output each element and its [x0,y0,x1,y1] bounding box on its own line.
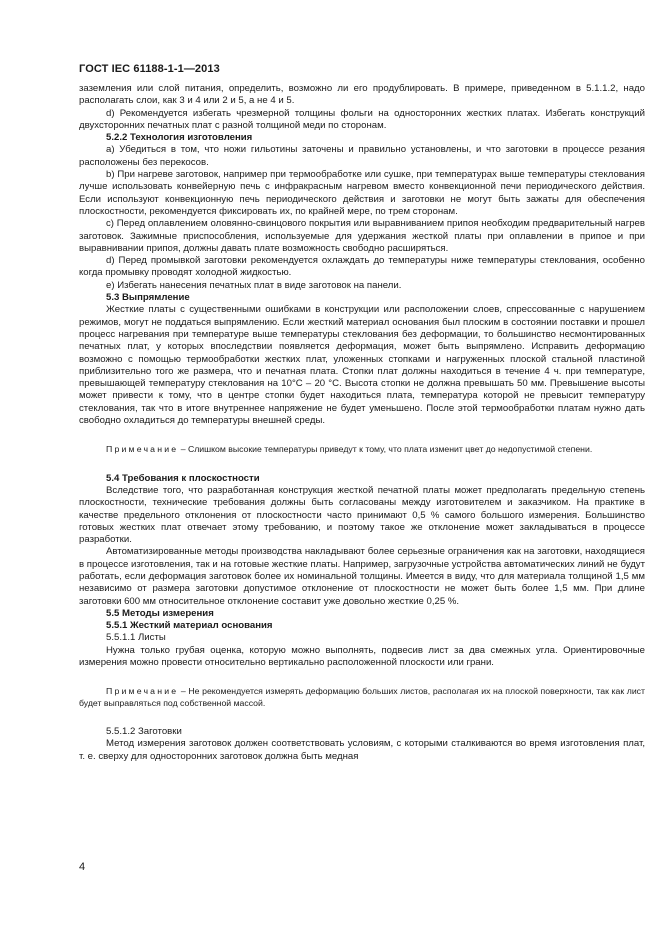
list-item: b) При нагреве заготовок, например при термообработке или сушке, при температурах выше температуры стеклования лучше использовать конвейерную печь с инфракрасным нагревом вместо конвекционной печи периодического действия. Если используют конвекционную печь периодического действия и заготовки не могут быть зажаты для обеспечения плоскостности, рекомендуется фиксировать их, по крайней мере, по трем сторонам. [79,169,645,217]
document-body [79,83,645,763]
note-text: – Слишком высокие температуры приведут к тому, что плата изменит цвет до недопустимой степени. [178,444,593,455]
paragraph: Нужна только грубая оценка, которую можно выполнять, подвесив лист за два смежных угла. Ориентировочные измерения можно провести относительно вертикально расположенной плоскости или грани. [79,644,645,669]
note-label: Примечание [106,444,179,455]
paragraph: Метод измерения заготовок должен соответствовать условиям, с которыми сталкиваются во время изготовления плат, т. е. сверху для односторонних заготовок должна быть медная [79,738,645,762]
note-text: – Не рекомендуется измерять деформацию больших листов, располагая их на плоской поверхности, так как лист будет выправляться под собственной массой. [79,686,645,708]
document-header-title: ГОСТ IEC 61188-1-1—2013 [79,63,220,75]
paragraph: заземления или слой питания, определить, возможно ли его продублировать. В примере, приведенном в 5.1.1.2, надо располагать слои, как 3 и 4 или 2 и 5, а не 4 и 5. [79,83,645,107]
note [79,444,645,455]
list-item: d) Перед промывкой заготовки рекомендуется охлаждать до температуры ниже температуры стеклования, особенно когда промывку проводят холодной жидкостью. [79,255,645,279]
page-number: 4 [79,861,86,873]
section-heading: 5.3 Выпрямление [106,292,190,304]
paragraph: Жесткие платы с существенными ошибками в конструкции или расположении слоев, спрессованные с нарушением режимов, могут не поддаться выпрямлению. Если жесткий материал основания был плоским в состоянии поставки и прошел процесс нагревания при температуре выше температуры стеклования без деформации, то большинство несмонтированных печатных плат, у которых впоследствии появляется деформация, может быть выпрямлено. Исправить деформацию возможно с помощью термообработки жестких плат, уложенных стопками и нагруженных плоской стальной пластиной приблизительно того же размера, что и печатная плата. Стопки плат должны находиться в течение 4 ч. при температуре, превышающей температуру стеклования на 10°С – 20 °С. Высота стопки не должна превышать 50 мм. Превышение высоты может привести к тому, что в центре стопки будет находиться плата, температура которой не превысит температуру стеклования, так что в итоге внутреннее напряжение не будет уменьшено. После этой термообработки платам нужно дать свободно охладиться до температуры внешней среды. [79,304,645,427]
subsection-heading: 5.5.1.2 Заготовки [106,725,182,737]
subsection-heading: 5.5.1.1 Листы [106,632,166,644]
list-item: d) Рекомендуется избегать чрезмерной толщины фольги на односторонних жестких платах. Избегать конструкций двухсторонних печатных плат с разной толщиной меди по сторонам. [79,107,645,131]
note [79,686,645,709]
list-item: e) Избегать нанесения печатных плат в виде заготовок на панели. [106,279,402,291]
paragraph: Вследствие того, что разработанная конструкция жесткой печатной платы может предполагать предельную степень плоскостности, технические требования должны быть согласованы между изготовителем и заказчиком. На практике в качестве предельного отклонения от плоскостности часто принимают 0,5 % самого большого измерения. Большинство готовых жестких плат отвечает этому требованию, и поэтому такое же отклонение может закладываться в процессе разработки. [79,484,645,546]
paragraph: Автоматизированные методы производства накладывают более серьезные ограничения как на заготовки, находящиеся в процессе изготовления, так и на готовые жесткие платы. Например, загрузочные устройства автоматических линий не будут работать, если деформация заготовок более их номинальной толщины. Имеется в виду, что для материала толщиной 1,5 мм независимо от размера заготовки допустимое отклонение от плоскостности не может быть более 1,5 мм. При длине заготовки 600 мм относительное отклонение составит уже довольно жесткие 0,25 %. [79,546,645,607]
list-item: c) Перед оплавлением оловянно-свинцового покрытия или выравниванием припоя необходим предварительный нагрев заготовок. Зажимные приспособления, используемые для удержания жесткой платы при оплавлении в припое и при выравнивании припоя, должны давать плате возможность свободно расширяться. [79,218,645,254]
section-heading: 5.4 Требования к плоскостности [106,472,260,484]
note-label: Примечание [106,686,179,697]
section-heading: 5.2.2 Технология изготовления [106,132,253,144]
section-heading: 5.5.1 Жесткий материал основания [106,620,273,632]
section-heading: 5.5 Методы измерения [106,607,214,619]
list-item: a) Убедиться в том, что ножи гильотины заточены и правильно установлены, и что заготовки в процессе резания расположены без перекосов. [79,144,645,168]
